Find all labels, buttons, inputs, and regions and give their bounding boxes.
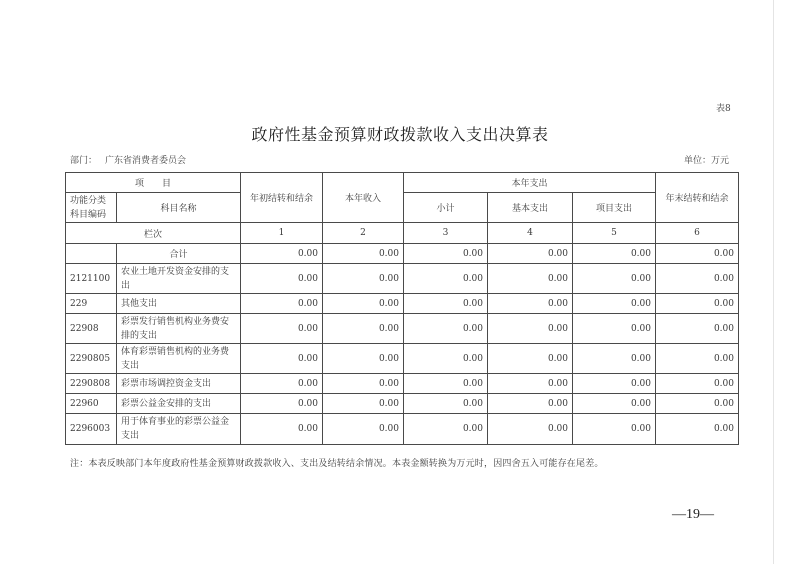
value-cell: 0.00 [241,264,323,294]
department-label: 部门： [70,156,98,166]
footnote: 注：本表反映部门本年度政府性基金预算财政拨款收入、支出及结转结余情况。本表金额转换为万元时，因四舍五入可能存在尾差。 [70,459,604,469]
value-cell: 0.00 [573,394,656,414]
value-cell: 0.00 [656,314,739,344]
subject-name: 用于体育事业的彩票公益金支出 [117,414,241,445]
col-number: 6 [656,223,739,244]
subject-code: 2290805 [66,344,117,374]
subject-code: 229 [66,294,117,314]
header-subtotal: 小计 [404,193,488,223]
page-edge [773,0,774,564]
table-row [66,314,739,344]
subject-code: 2290808 [66,374,117,394]
value-cell: 0.00 [573,374,656,394]
table-row [66,344,739,374]
value-cell: 0.00 [656,414,739,445]
value-cell: 0.00 [573,294,656,314]
value-cell: 0.00 [323,294,404,314]
subject-name: 体育彩票销售机构的业务费支出 [117,344,241,374]
col-number: 3 [404,223,488,244]
table-row [66,294,739,314]
value-cell: 0.00 [241,294,323,314]
subject-code: 2296003 [66,414,117,445]
value-cell: 0.00 [323,374,404,394]
table-row [66,264,739,294]
value-cell: 0.00 [573,414,656,445]
value-cell: 0.00 [573,314,656,344]
table-row [66,394,739,414]
value-cell: 0.00 [488,374,573,394]
value-cell: 0.00 [241,314,323,344]
subject-name: 彩票发行销售机构业务费安排的支出 [117,314,241,344]
row-index-label: 栏次 [66,223,241,244]
value-cell: 0.00 [323,264,404,294]
value-cell: 0.00 [404,344,488,374]
header-current-expenditure: 本年支出 [404,173,656,193]
value-cell: 0.00 [323,394,404,414]
value-cell: 0.00 [404,394,488,414]
value-cell: 0.00 [488,264,573,294]
subject-name: 彩票市场调控资金支出 [117,374,241,394]
value-cell: 0.00 [404,294,488,314]
value-cell: 0.00 [404,314,488,344]
value-cell: 0.00 [656,244,739,264]
header-project: 项 目 [66,173,241,193]
value-cell: 0.00 [488,394,573,414]
column-index-row [66,223,739,244]
header-name: 科目名称 [117,193,241,223]
value-cell: 0.00 [573,344,656,374]
value-cell: 0.00 [404,374,488,394]
header-current-income: 本年收入 [323,173,404,223]
page-number: —19— [672,507,714,522]
table-row [66,374,739,394]
value-cell: 0.00 [404,414,488,445]
subject-code: 2121100 [66,264,117,294]
value-cell: 0.00 [573,244,656,264]
col-number: 4 [488,223,573,244]
department-line [70,153,194,166]
col-number: 1 [241,223,323,244]
header-basic-expenditure: 基本支出 [488,193,573,223]
value-cell: 0.00 [656,294,739,314]
value-cell: 0.00 [241,244,323,264]
header-opening-balance: 年初结转和结余 [241,173,323,223]
subject-code: 22908 [66,314,117,344]
page-title: 政府性基金预算财政拨款收入支出决算表 [251,125,549,144]
value-cell: 0.00 [656,264,739,294]
col-number: 2 [323,223,404,244]
subject-name: 农业土地开发资金安排的支出 [117,264,241,294]
value-cell: 0.00 [656,344,739,374]
value-cell: 0.00 [488,294,573,314]
col-number: 5 [573,223,656,244]
value-cell: 0.00 [323,314,404,344]
value-cell: 0.00 [323,244,404,264]
fund-budget-table [65,172,739,445]
value-cell: 0.00 [404,244,488,264]
value-cell: 0.00 [241,414,323,445]
value-cell: 0.00 [241,374,323,394]
value-cell: 0.00 [656,394,739,414]
total-label: 合计 [117,244,241,264]
value-cell: 0.00 [404,264,488,294]
value-cell: 0.00 [656,374,739,394]
table-label: 表8 [716,104,731,114]
department-name: 广东省消费者委员会 [105,156,187,166]
subject-name: 彩票公益金安排的支出 [117,394,241,414]
total-row [66,244,739,264]
header-code: 功能分类科目编码 [66,193,117,223]
header-project-expenditure: 项目支出 [573,193,656,223]
value-cell: 0.00 [488,414,573,445]
header-closing-balance: 年末结转和结余 [656,173,739,223]
total-code-cell [66,244,117,264]
value-cell: 0.00 [241,394,323,414]
subject-name: 其他支出 [117,294,241,314]
value-cell: 0.00 [323,414,404,445]
value-cell: 0.00 [488,314,573,344]
subject-code: 22960 [66,394,117,414]
value-cell: 0.00 [241,344,323,374]
value-cell: 0.00 [488,344,573,374]
value-cell: 0.00 [323,344,404,374]
unit-label: 单位：万元 [684,156,730,166]
table-row [66,414,739,445]
value-cell: 0.00 [573,264,656,294]
header-row-1 [66,173,739,193]
value-cell: 0.00 [488,244,573,264]
